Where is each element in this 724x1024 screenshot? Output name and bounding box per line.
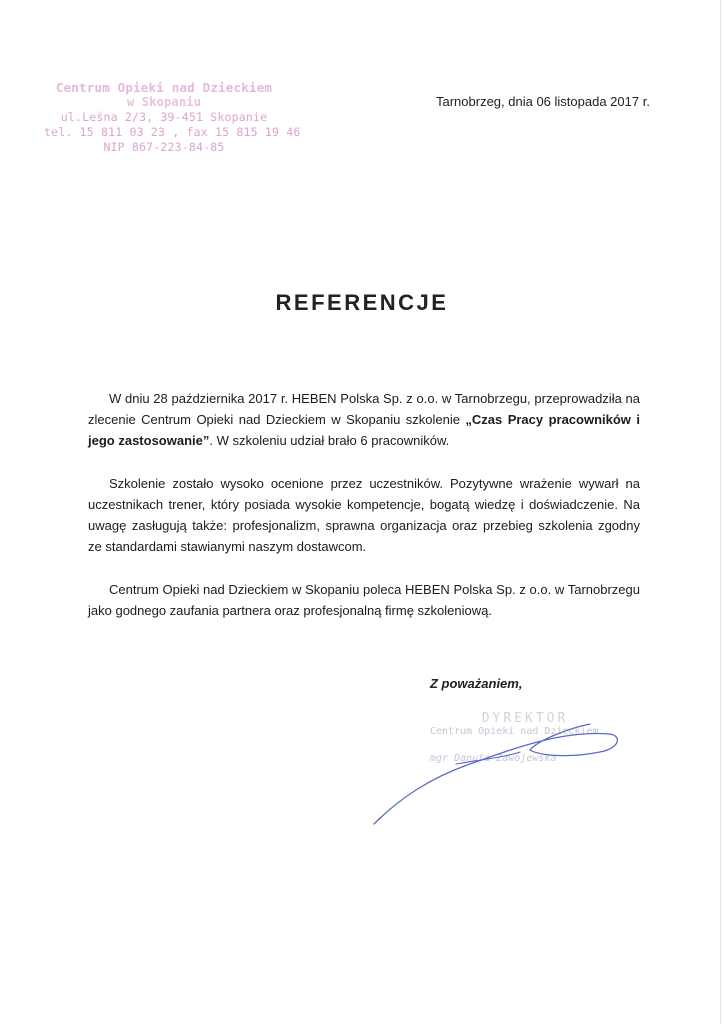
stamp-line-phone: tel. 15 811 03 23 , fax 15 815 19 46 — [44, 125, 301, 139]
document-date: Tarnobrzeg, dnia 06 listopada 2017 r. — [436, 94, 650, 109]
signature-block — [360, 700, 630, 830]
paragraph-1 — [88, 388, 640, 451]
organization-stamp — [44, 80, 301, 155]
letter-body — [88, 388, 640, 643]
director-stamp-title: DYREKTOR — [481, 711, 569, 726]
page-edge — [720, 0, 721, 1024]
stamp-line-nip: NIP 867-223-84-85 — [103, 140, 225, 154]
document-title: REFERENCJE — [275, 290, 449, 315]
director-stamp-name: mgr Danuta Zawojewska — [430, 753, 557, 764]
training-title: „Czas Pracy pracowników i jego zastosowanie” — [88, 412, 640, 448]
handwritten-signature — [360, 700, 630, 830]
paragraph-3: Centrum Opieki nad Dzieckiem w Skopaniu poleca HEBEN Polska Sp. z o.o. w Tarnobrzegu jako godnego zaufania partnera oraz profesjonalną firmę szkoleniową. — [88, 582, 640, 618]
stamp-line-place: w Skopaniu — [126, 95, 202, 109]
closing-salutation: Z poważaniem, — [430, 676, 523, 691]
director-stamp-org: Centrum Opieki nad Dzieckiem — [430, 726, 599, 737]
paragraph-1-text-b: . W szkoleniu udział brało 6 pracowników. — [209, 433, 450, 448]
paragraph-1-text-a: W dniu 28 października 2017 r. HEBEN Polska Sp. z o.o. w Tarnobrzegu, przeprowadziła na zlecenie Centrum Opieki nad Dzieckiem w Skopaniu szkolenie — [88, 391, 640, 427]
stamp-line-name: Centrum Opieki nad Dzieckiem — [55, 80, 273, 95]
stamp-line-address: ul.Leśna 2/3, 39-451 Skopanie — [60, 110, 268, 124]
paragraph-2: Szkolenie zostało wysoko ocenione przez uczestników. Pozytywne wrażenie wywarł na uczestnikach trener, który posiada wysokie kompetencje, bogatą wiedzę i doświadczenie. Na uwagę zasługują także: profesjonalizm, sprawna organizacja oraz przebieg szkolenia zgodny ze standardami stawianymi naszym dostawcom. — [88, 476, 640, 554]
